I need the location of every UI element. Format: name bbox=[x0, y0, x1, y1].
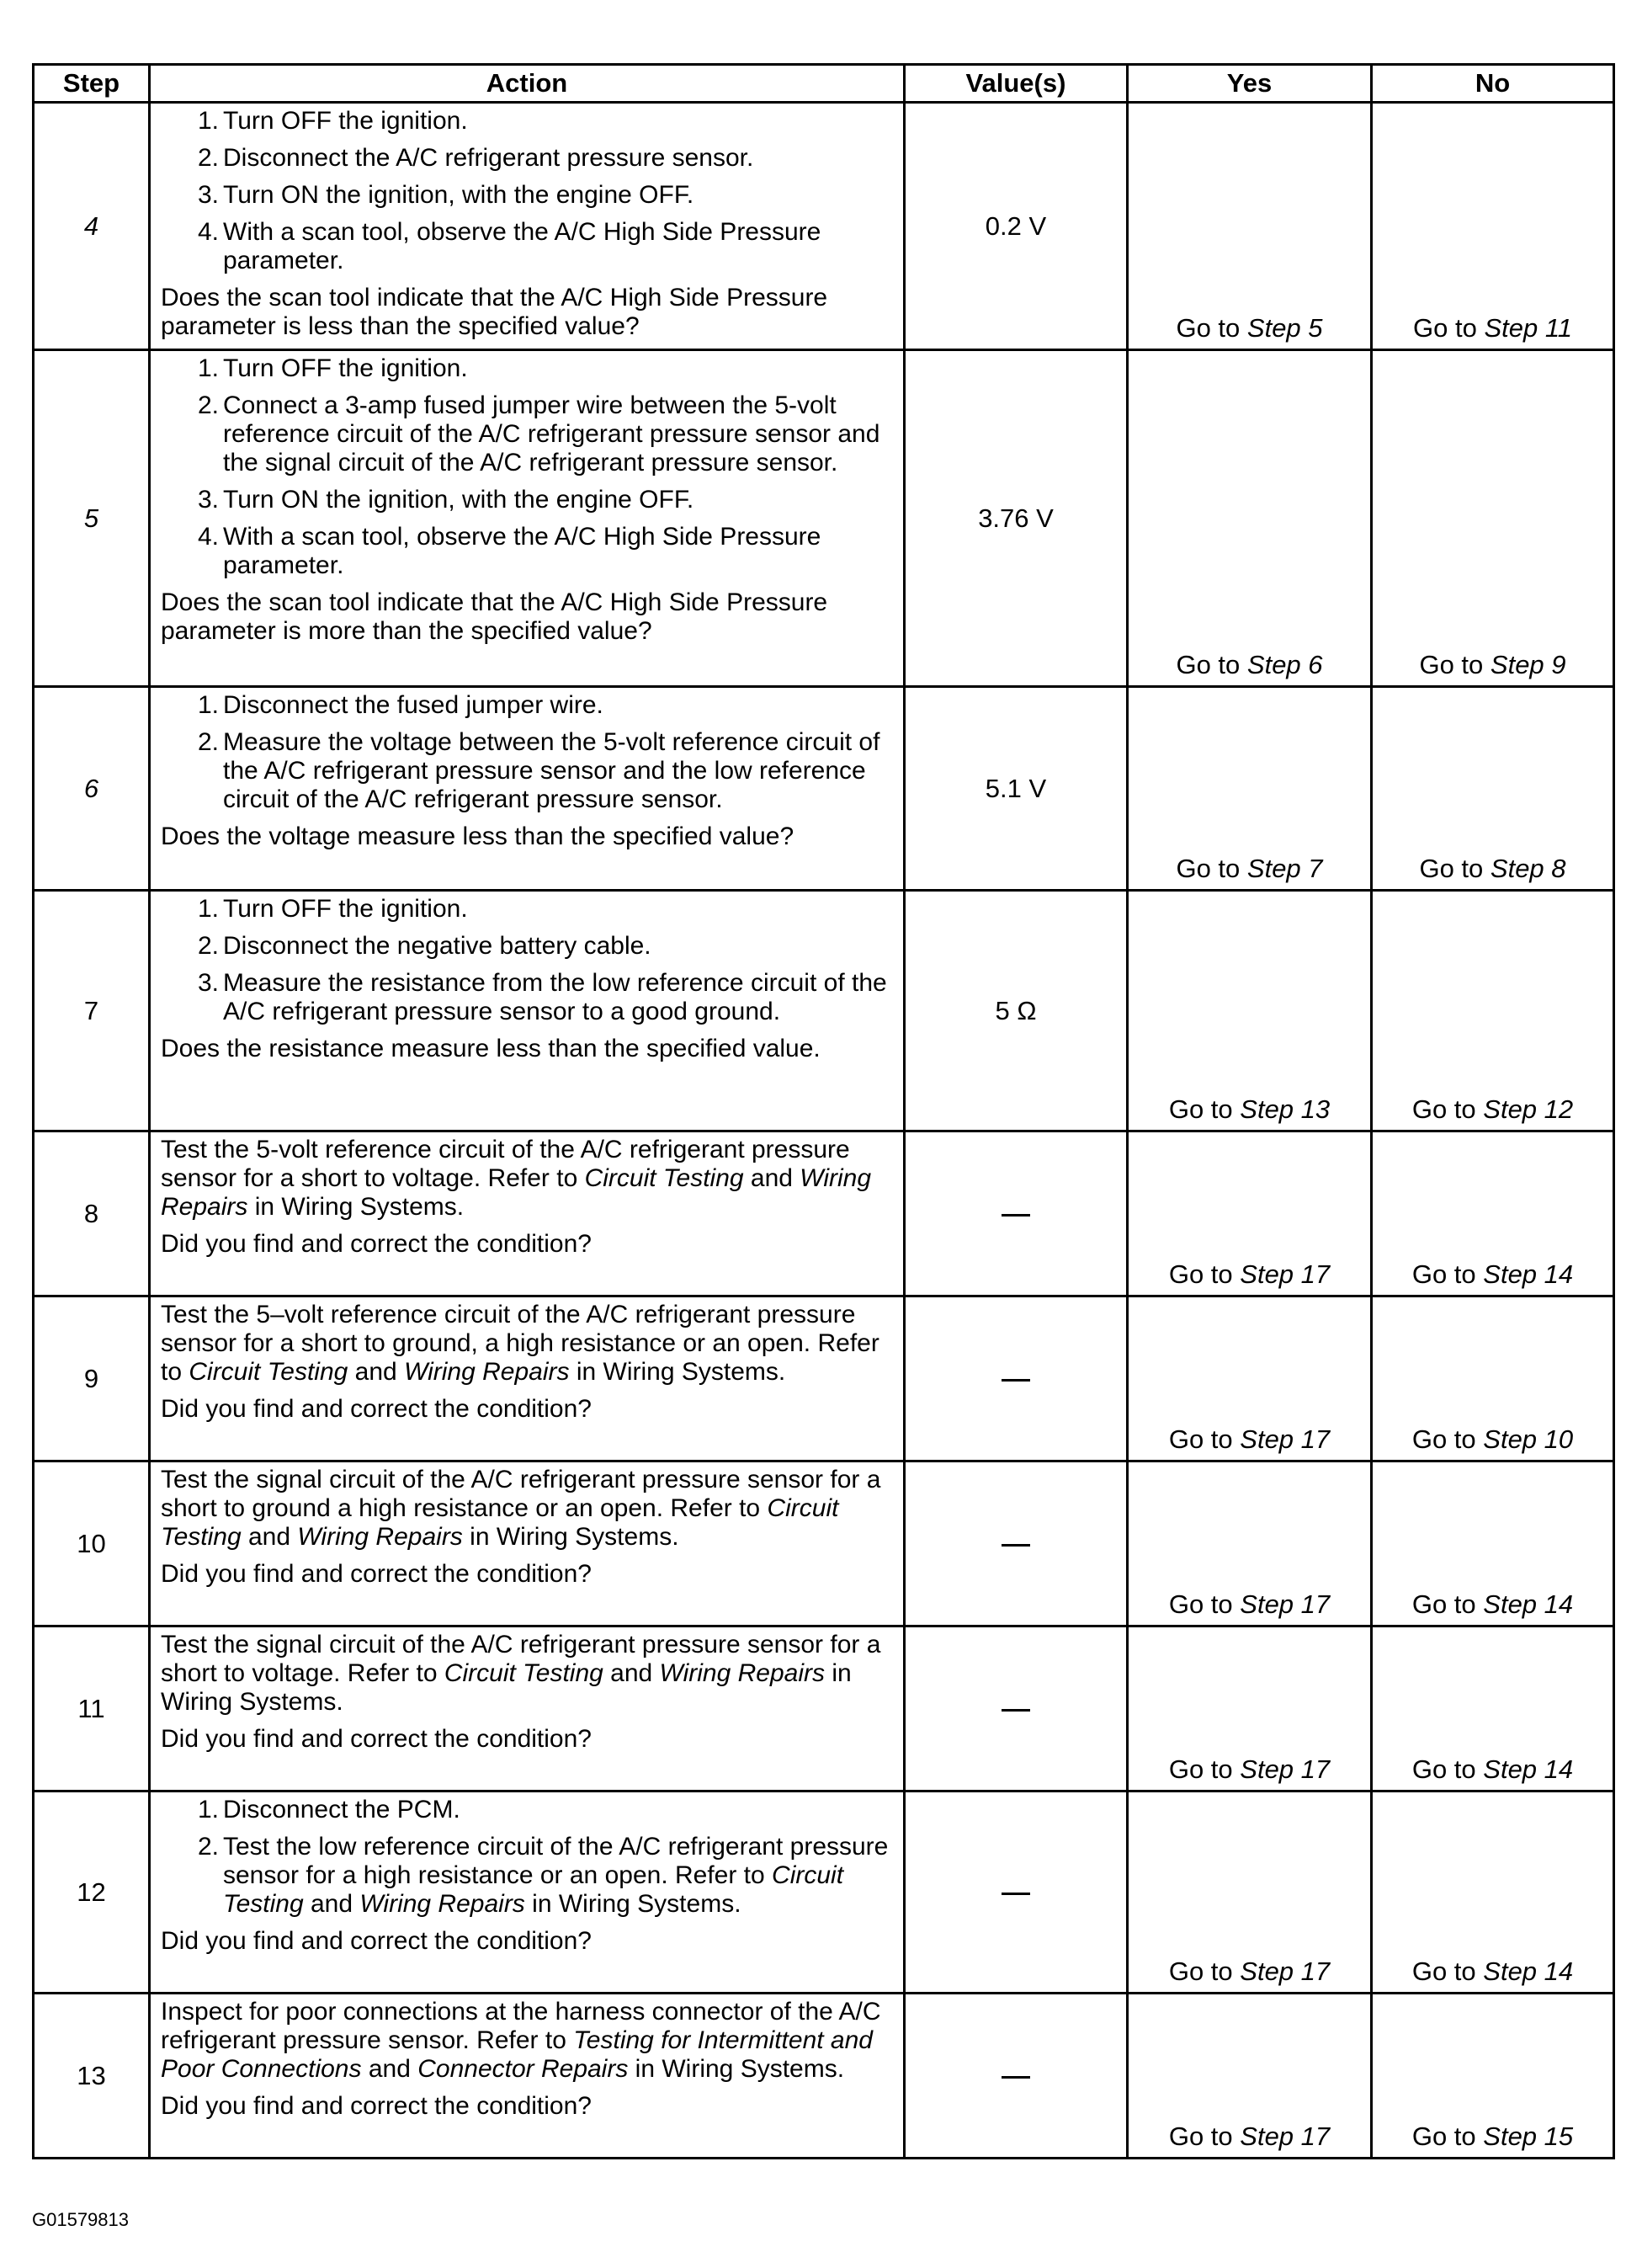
table-row bbox=[34, 103, 1614, 350]
list-item: 4. With a scan tool, observe the A/C High Side Pressure parameter. bbox=[198, 523, 821, 579]
no-cell: Go to Step 10 bbox=[1372, 1296, 1614, 1461]
reference-link: Wiring Repairs bbox=[404, 1358, 570, 1386]
header-action: Action bbox=[150, 65, 905, 103]
no-cell: Go to Step 9 bbox=[1372, 350, 1614, 687]
no-cell: Go to Step 15 bbox=[1372, 1994, 1614, 2159]
list-item: 1. Disconnect the fused jumper wire. bbox=[198, 691, 603, 719]
no-step-link: Step 14 bbox=[1483, 1754, 1574, 1784]
step-number: 8 bbox=[34, 1131, 150, 1296]
table-row bbox=[34, 350, 1614, 687]
no-step-link: Step 12 bbox=[1483, 1094, 1574, 1124]
list-item: 2. Connect a 3-amp fused jumper wire between the 5-volt reference circuit of the A/C refrigerant pressure sensor and the signal circuit of the A/C refrigerant pressure sensor. bbox=[198, 391, 880, 476]
figure-id: G01579813 bbox=[32, 2209, 129, 2230]
action-text: Inspect for poor connections at the harness connector of the A/C refrigerant pressure sensor. Refer to Testing for Intermittent and Poor Connections and Connector Repairs in Wiring Systems. bbox=[161, 1998, 881, 2083]
no-step-link: Step 11 bbox=[1484, 313, 1573, 343]
table-row bbox=[34, 687, 1614, 891]
header-no: No bbox=[1372, 65, 1614, 103]
value-cell bbox=[905, 1626, 1128, 1792]
reference-link: Circuit Testing bbox=[161, 1494, 839, 1551]
value-cell: 5.1 V bbox=[905, 687, 1128, 891]
action-cell bbox=[150, 1994, 905, 2159]
action-cell bbox=[150, 687, 905, 891]
yes-step-link: Step 17 bbox=[1240, 1424, 1331, 1454]
action-question: Did you find and correct the condition? bbox=[161, 1725, 592, 1753]
action-cell bbox=[150, 1626, 905, 1792]
step-number: 7 bbox=[34, 891, 150, 1131]
table-row bbox=[34, 1626, 1614, 1792]
reference-link: Connector Repairs bbox=[417, 2055, 629, 2083]
diagnostic-table bbox=[32, 63, 1615, 2159]
action-question: Does the voltage measure less than the specified value? bbox=[161, 823, 794, 850]
dash-icon bbox=[1002, 1214, 1030, 1217]
action-question: Did you find and correct the condition? bbox=[161, 1927, 592, 1955]
yes-step-link: Step 13 bbox=[1240, 1094, 1331, 1124]
list-item: 2. Disconnect the negative battery cable. bbox=[198, 932, 651, 960]
no-cell: Go to Step 12 bbox=[1372, 891, 1614, 1131]
list-item: 1. Turn OFF the ignition. bbox=[198, 354, 468, 382]
table-row bbox=[34, 1792, 1614, 1994]
dash-icon bbox=[1002, 1893, 1030, 1895]
action-list bbox=[161, 691, 895, 814]
action-question: Did you find and correct the condition? bbox=[161, 1560, 592, 1588]
reference-link: Wiring Repairs bbox=[659, 1659, 825, 1687]
header-values: Value(s) bbox=[905, 65, 1128, 103]
yes-step-link: Step 17 bbox=[1240, 2122, 1331, 2151]
action-list bbox=[161, 895, 895, 1026]
yes-cell: Go to Step 17 bbox=[1128, 1461, 1372, 1626]
reference-link: Circuit Testing bbox=[444, 1659, 603, 1687]
reference-link: Testing for Intermittent and Poor Connections bbox=[161, 2026, 873, 2083]
no-cell: Go to Step 14 bbox=[1372, 1626, 1614, 1792]
action-cell bbox=[150, 103, 905, 350]
yes-cell: Go to Step 17 bbox=[1128, 1296, 1372, 1461]
list-item: 1. Turn OFF the ignition. bbox=[198, 895, 468, 923]
action-question: Did you find and correct the condition? bbox=[161, 2092, 592, 2120]
yes-cell: Go to Step 17 bbox=[1128, 1994, 1372, 2159]
header-step: Step bbox=[34, 65, 150, 103]
step-number: 12 bbox=[34, 1792, 150, 1994]
list-item: 3. Measure the resistance from the low reference circuit of the A/C refrigerant pressure sensor to a good ground. bbox=[198, 969, 887, 1025]
yes-step-link: Step 6 bbox=[1246, 650, 1323, 679]
list-item: 1. Disconnect the PCM. bbox=[198, 1796, 460, 1823]
step-number: 13 bbox=[34, 1994, 150, 2159]
action-question: Does the scan tool indicate that the A/C High Side Pressure parameter is less than the specified value? bbox=[161, 284, 828, 340]
action-question: Did you find and correct the condition? bbox=[161, 1230, 592, 1258]
value-cell bbox=[905, 1994, 1128, 2159]
table-row bbox=[34, 1296, 1614, 1461]
action-question: Does the scan tool indicate that the A/C High Side Pressure parameter is more than the specified value? bbox=[161, 588, 828, 645]
no-step-link: Step 10 bbox=[1483, 1424, 1574, 1454]
step-number: 10 bbox=[34, 1461, 150, 1626]
yes-cell: Go to Step 5 bbox=[1128, 103, 1372, 350]
value-cell: 0.2 V bbox=[905, 103, 1128, 350]
reference-link: Wiring Repairs bbox=[161, 1164, 872, 1221]
value-cell: 5 Ω bbox=[905, 891, 1128, 1131]
yes-step-link: Step 17 bbox=[1240, 1259, 1331, 1289]
yes-step-link: Step 17 bbox=[1240, 1589, 1331, 1619]
yes-step-link: Step 17 bbox=[1240, 1754, 1331, 1784]
step-number: 11 bbox=[34, 1626, 150, 1792]
action-question: Does the resistance measure less than the specified value. bbox=[161, 1035, 821, 1062]
no-step-link: Step 14 bbox=[1483, 1589, 1574, 1619]
value-cell: 3.76 V bbox=[905, 350, 1128, 687]
dash-icon bbox=[1002, 2076, 1030, 2079]
value-cell bbox=[905, 1461, 1128, 1626]
no-cell: Go to Step 14 bbox=[1372, 1461, 1614, 1626]
yes-cell: Go to Step 6 bbox=[1128, 350, 1372, 687]
step-number: 6 bbox=[34, 687, 150, 891]
table-row bbox=[34, 891, 1614, 1131]
yes-cell: Go to Step 13 bbox=[1128, 891, 1372, 1131]
no-step-link: Step 14 bbox=[1483, 1957, 1574, 1986]
action-cell bbox=[150, 1461, 905, 1626]
dash-icon bbox=[1002, 1379, 1030, 1382]
step-number: 4 bbox=[34, 103, 150, 350]
reference-link: Wiring Repairs bbox=[297, 1523, 463, 1551]
action-text: Test the signal circuit of the A/C refrigerant pressure sensor for a short to voltage. Refer to Circuit Testing and Wiring Repairs in Wiring Systems. bbox=[161, 1631, 881, 1716]
reference-link: Wiring Repairs bbox=[359, 1890, 525, 1918]
header-row bbox=[34, 65, 1614, 103]
value-cell bbox=[905, 1296, 1128, 1461]
action-cell bbox=[150, 350, 905, 687]
dash-icon bbox=[1002, 1544, 1030, 1547]
yes-step-link: Step 5 bbox=[1246, 313, 1323, 343]
yes-cell: Go to Step 17 bbox=[1128, 1131, 1372, 1296]
no-cell: Go to Step 14 bbox=[1372, 1792, 1614, 1994]
action-list bbox=[161, 107, 895, 275]
yes-cell: Go to Step 7 bbox=[1128, 687, 1372, 891]
yes-cell: Go to Step 17 bbox=[1128, 1626, 1372, 1792]
header-yes: Yes bbox=[1128, 65, 1372, 103]
action-list bbox=[161, 354, 895, 580]
step-number: 9 bbox=[34, 1296, 150, 1461]
list-item: 2. Disconnect the A/C refrigerant pressure sensor. bbox=[198, 144, 754, 172]
no-step-link: Step 9 bbox=[1490, 650, 1566, 679]
action-cell bbox=[150, 1792, 905, 1994]
list-item: 3. Turn ON the ignition, with the engine OFF. bbox=[198, 486, 694, 514]
action-cell bbox=[150, 891, 905, 1131]
value-cell bbox=[905, 1131, 1128, 1296]
no-cell: Go to Step 14 bbox=[1372, 1131, 1614, 1296]
value-cell bbox=[905, 1792, 1128, 1994]
table-row bbox=[34, 1461, 1614, 1626]
dash-icon bbox=[1002, 1709, 1030, 1712]
action-text: Test the 5-volt reference circuit of the A/C refrigerant pressure sensor for a short to voltage. Refer to Circuit Testing and Wiring Repairs in Wiring Systems. bbox=[161, 1136, 872, 1221]
yes-step-link: Step 17 bbox=[1240, 1957, 1331, 1986]
action-text: Test the 5–volt reference circuit of the A/C refrigerant pressure sensor for a short to ground, a high resistance or an open. Refer to Circuit Testing and Wiring Repairs in Wiring Systems. bbox=[161, 1301, 879, 1386]
reference-link: Circuit Testing bbox=[584, 1164, 744, 1192]
yes-cell: Go to Step 17 bbox=[1128, 1792, 1372, 1994]
no-cell: Go to Step 11 bbox=[1372, 103, 1614, 350]
list-item: 4. With a scan tool, observe the A/C High Side Pressure parameter. bbox=[198, 218, 821, 274]
no-cell: Go to Step 8 bbox=[1372, 687, 1614, 891]
step-number: 5 bbox=[34, 350, 150, 687]
action-cell bbox=[150, 1296, 905, 1461]
action-text: Test the signal circuit of the A/C refrigerant pressure sensor for a short to ground a high resistance or an open. Refer to Circuit Testing and Wiring Repairs in Wiring Systems. bbox=[161, 1466, 881, 1551]
action-question: Did you find and correct the condition? bbox=[161, 1395, 592, 1423]
yes-step-link: Step 7 bbox=[1246, 854, 1323, 883]
list-item: 2. Measure the voltage between the 5-volt reference circuit of the A/C refrigerant pressure sensor and the low reference circuit of the A/C refrigerant pressure sensor. bbox=[198, 728, 880, 813]
reference-link: Circuit Testing bbox=[223, 1861, 844, 1918]
no-step-link: Step 8 bbox=[1490, 854, 1566, 883]
list-item: 3. Turn ON the ignition, with the engine OFF. bbox=[198, 181, 694, 209]
no-step-link: Step 14 bbox=[1483, 1259, 1574, 1289]
table-row bbox=[34, 1994, 1614, 2159]
table-row bbox=[34, 1131, 1614, 1296]
list-item: 2. Test the low reference circuit of the A/C refrigerant pressure sensor for a high resistance or an open. Refer to Circuit Testing and Wiring Repairs in Wiring Systems. bbox=[198, 1833, 889, 1918]
no-step-link: Step 15 bbox=[1483, 2122, 1574, 2151]
action-cell bbox=[150, 1131, 905, 1296]
action-list bbox=[161, 1796, 895, 1919]
reference-link: Circuit Testing bbox=[189, 1358, 348, 1386]
list-item: 1. Turn OFF the ignition. bbox=[198, 107, 468, 135]
